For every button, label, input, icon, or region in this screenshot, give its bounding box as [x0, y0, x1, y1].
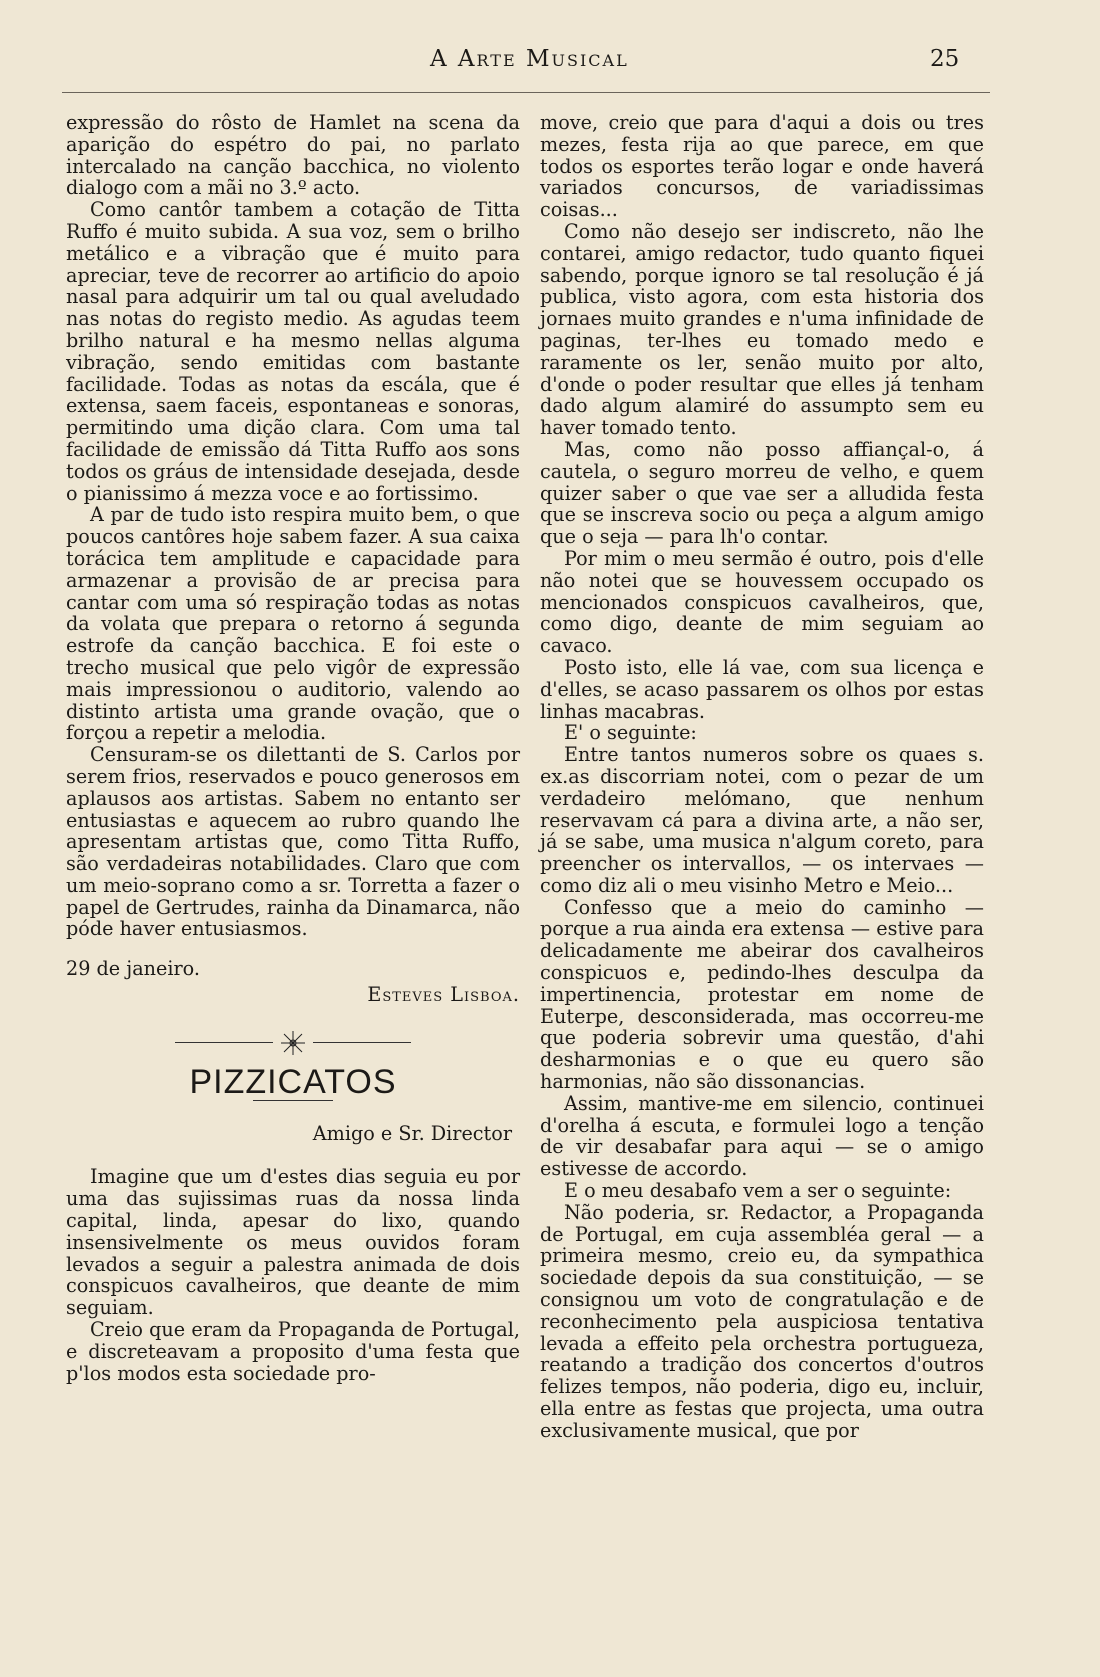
header-rule [62, 92, 990, 93]
flourish-icon [279, 1029, 307, 1057]
paragraph: Como não desejo ser indiscreto, não lhe contarei, amigo redactor, tudo quanto fiquei sabendo, porque ignoro se tal resolução é já publica, visto agora, com esta historia dos jornaes muito grandes e n'uma infinidade de paginas, ter-lhes eu tomado medo e raramente os ler, senão muito por alto, d'onde o poder resultar que elles já tenham dado algum alamiré do assumpto sem eu haver tomado tento. [540, 219, 984, 440]
section-title: PIZZICATOS [189, 1062, 397, 1101]
author-signature: Esteves Lisboa. [367, 983, 520, 1007]
section-ornament [66, 1028, 520, 1058]
paragraph: Entre tantos numeros sobre os quaes s. ex.as discorriam notei, com o pezar de um verdadeiro melómano, que nenhum reservavam cá para a divina arte, a não ser, já se sabe, uma musica n'algum coreto, para preencher os intervallos, — os intervaes — como diz ali o meu visinho Metro e Meio... [540, 743, 984, 897]
paragraph: Posto isto, elle lá vae, com sua licença e d'elles, se acaso passarem os olhos por estas linhas macabras. [540, 655, 984, 723]
paragraph: A par de tudo isto respira muito bem, o que poucos cantôres hoje sabem fazer. A sua caixa torácica tem amplitude e capacidade para armazenar a provisão de ar precisa para cantar com uma só respiração todas as notas da volata que prepara o retorno á segunda estrofe da canção bacchica. E foi este o trecho musical que pelo vigôr de expressão mais impressionou o auditorio, valendo ao distinto artista uma grande ovação, que o forçou a repetir a melodia. [66, 503, 520, 745]
paragraph: Assim, mantive-me em silencio, continuei d'orelha á escuta, e formulei logo a tenção de vir desabafar para aqui — se o amigo estivesse de accordo. [540, 1091, 984, 1181]
paragraph: Imagine que um d'estes dias seguia eu por uma das sujissimas ruas da nossa linda capital, linda, apesar do lixo, quando insensivelmente os meus ouvidos foram levados a seguir a palestra animada de dois conspicuos cavalheiros, que deante de mim seguiam. [66, 1165, 520, 1320]
paragraph: move, creio que para d'aqui a dois ou tres mezes, festa rija ao que parece, em que todos os esportes terão logar e onde haverá variados concursos, de variadissimas coisas... [540, 111, 984, 222]
paragraph: E' o seguinte: [564, 721, 697, 745]
paragraph: Confesso que a meio do caminho — porque a rua ainda era extensa — estive para delicadamente me abeirar dos cavalheiros conspicuos e, pedindo-lhes desculpa da impertinencia, protestar em nome de Euterpe, desconsiderada, mas occorreu-me que poderia sobrevir uma questão, d'ahi desharmonias e o que eu quero são harmonias, não são dissonancias. [540, 895, 984, 1094]
page-number: 25 [930, 46, 960, 72]
paragraph: E o meu desabafo vem a ser o seguinte: [564, 1179, 952, 1203]
paragraph: Mas, como não posso affiançal-o, á cautela, o seguro morreu de velho, e quem quizer saber o que vae ser a alludida festa que se inscreva socio ou peça a algum amigo que o seja — para lh'o contar. [540, 437, 984, 549]
paragraph: Como cantôr tambem a cotação de Titta Ruffo é muito subida. A sua voz, sem o brilho metálico e a vibração que é muito para apreciar, teve de recorrer ao artificio do apoio nasal para adquirir um tal ou qual aveludado nas notas do registo medio. As agudas teem brilho natural e ha mesmo nellas alguma vibração, sendo emitidas com bastante facilidade. Todas as notas da escála, que é extensa, saem faceis, espontaneas e sonoras, permitindo uma dição clara. Com uma tal facilidade de emissão dá Titta Ruffo aos sons todos os gráus de intensidade desejada, desde o pianissimo á mezza voce e ao fortissimo. [66, 198, 520, 505]
paragraph: Censuram-se os dilettanti de S. Carlos por serem frios, reservados e pouco generosos em aplausos aos artistas. Sabem no entanto ser entusiastas e aquecem ao rubro quando lhe apresentam artistas que, como Titta Ruffo, são verdadeiras notabilidades. Claro que com um meio-soprano como a sr. Torretta a fazer o papel de Gertrudes, rainha da Dinamarca, não póde haver entusiasmos. [66, 743, 520, 941]
paragraph: Não poderia, sr. Redactor, a Propaganda de Portugal, em cuja assembléa geral — a primeira mesmo, creio eu, da sympathica sociedade depois da sua constituição, — se consignou um voto de congratulação e de reconhecimento pela auspiciosa tentativa levada a effeito pela orchestra portugueza, reatando a tradição dos concertos d'outros felizes tempos, não poderia, digo eu, incluir, ella entre as festas que projecta, uma outra exclusivamente musical, que por [540, 1200, 984, 1442]
right-column [540, 112, 984, 1442]
article-date: 29 de janeiro. [66, 957, 200, 981]
paragraph: Creio que eram da Propaganda de Portugal, e discreteavam a proposito d'uma festa que p'los modos esta sociedade pro- [66, 1318, 520, 1385]
letter-salutation: Amigo e Sr. Director [312, 1121, 512, 1145]
left-column [66, 112, 520, 1384]
ornament-line-right [313, 1042, 411, 1043]
paragraph: Por mim o meu sermão é outro, pois d'elle não notei que se houvessem occupado os mencionados conspicuos cavalheiros, que, como digo, deante de mim seguiam ao cavaco. [540, 546, 984, 658]
ornament-line-left [175, 1042, 273, 1043]
page-header [0, 46, 1100, 80]
paragraph: expressão do rôsto de Hamlet na scena da aparição do espétro do pai, no parlato intercalado na canção bacchica, no violento dialogo com a mãi no 3.º acto. [66, 111, 520, 200]
running-title: A Arte Musical [430, 46, 629, 72]
